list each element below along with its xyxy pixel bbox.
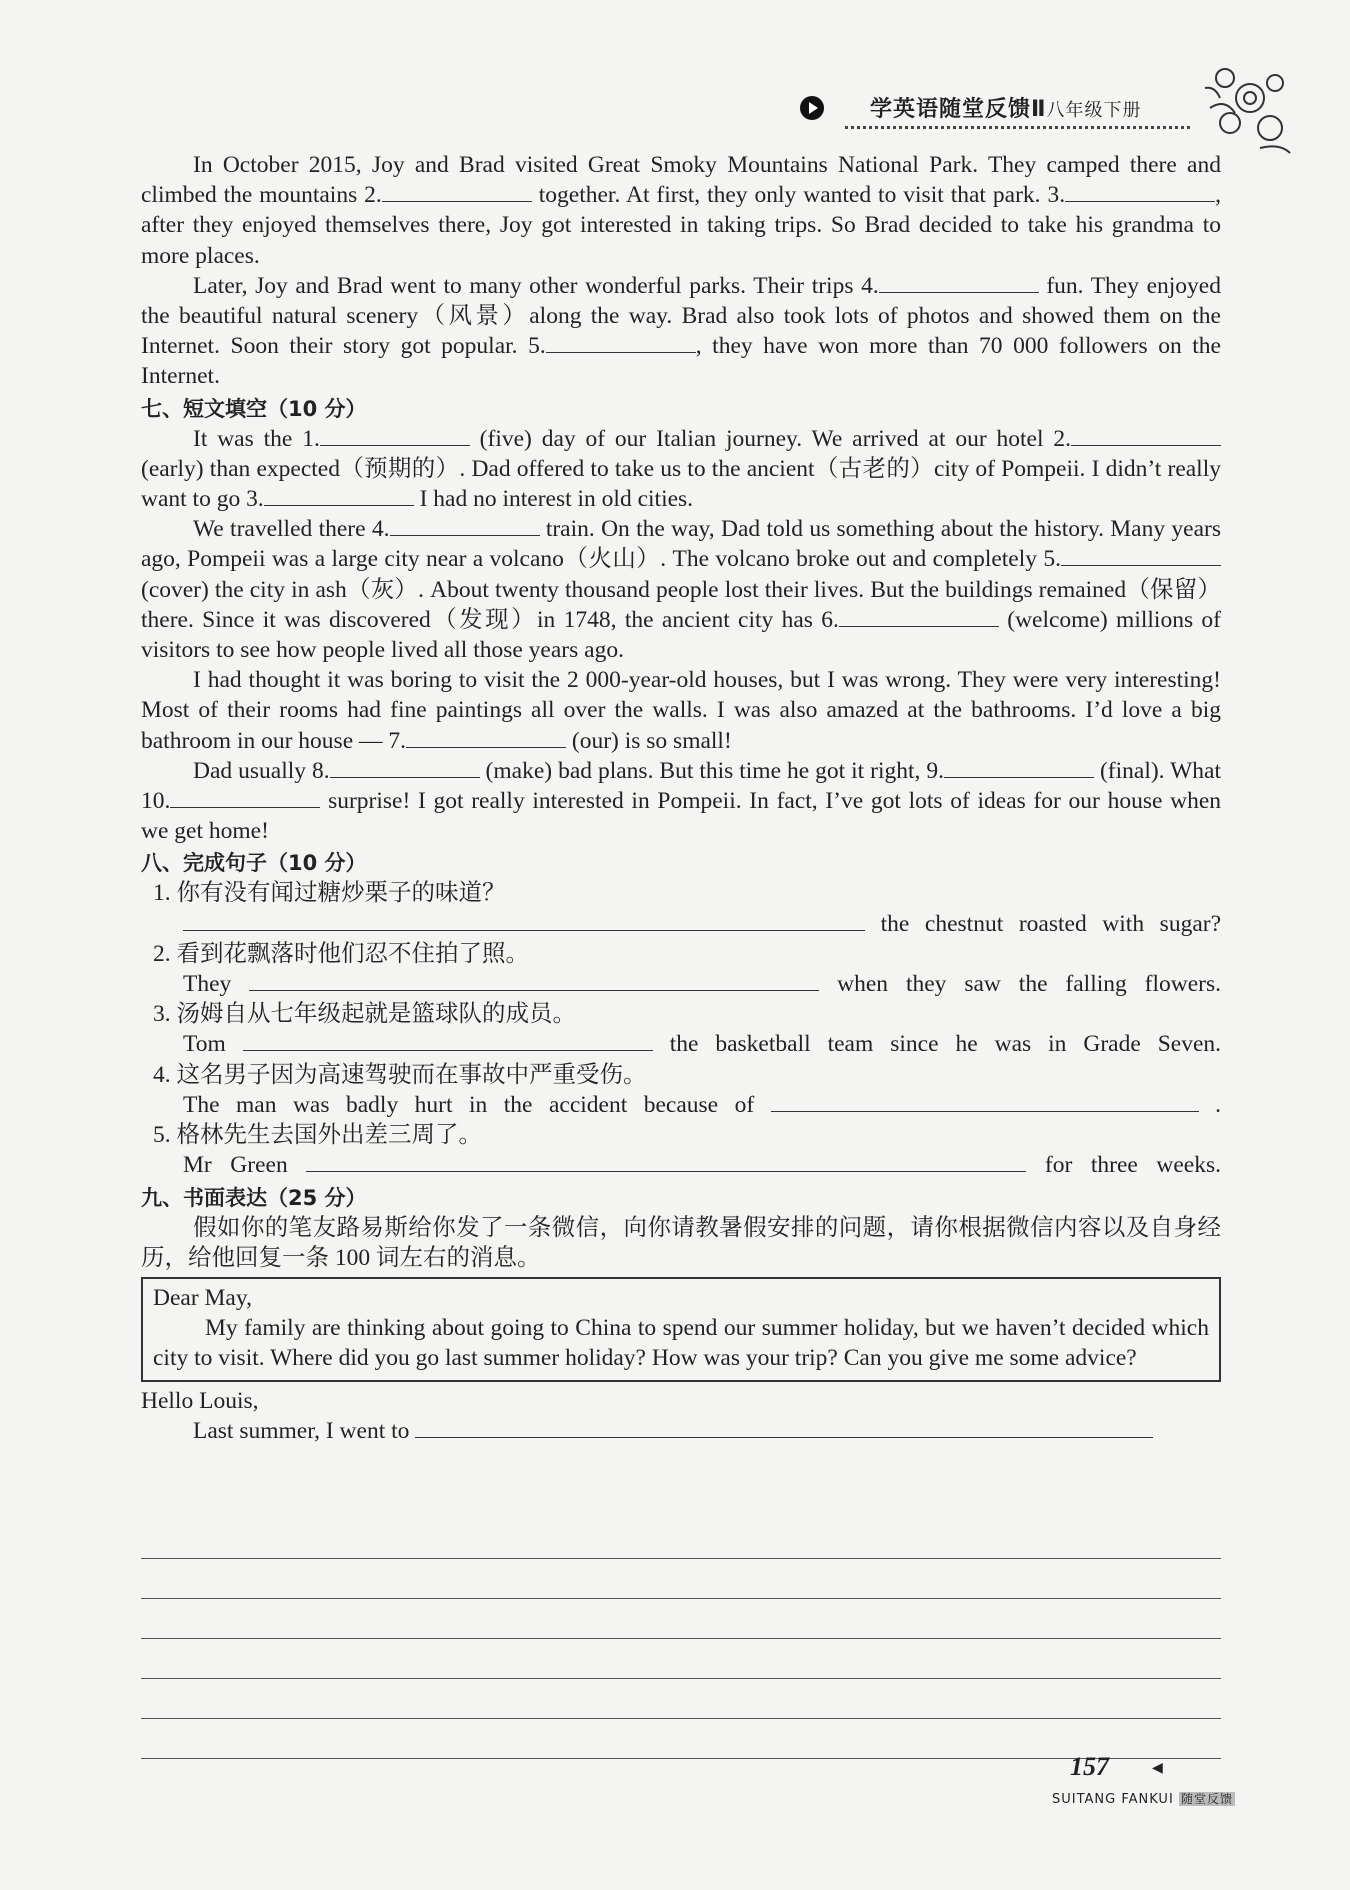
sentence-blank-5[interactable] [306,1171,1026,1172]
sentence-item-5 [141,1120,1221,1180]
passage1-paragraph1: In October 2015, Joy and Brad visited Great Smoky Mountains National Park. They camped there and climbed the mountains 2. together. At first, they only wanted to visit that park. 3. , after they enjoyed themselves there, Joy got interested in taking trips. So Brad decided to take his grandma to more places. [141,152,1221,269]
sentence-item-2 [141,939,1221,999]
wechat-message-box [141,1277,1221,1382]
section7-paragraph2: We travelled there 4. train. On the way, Dad told us something about the history. Many years ago, Pompeii was a large city near a volcano（火山）. The volcano broke out and completely 5. (cover) the city in ash（灰）. About twenty thousand people lost their lives. But the buildings remained（保留）there. Since it was discovered（发现）in 1748, the ancient city has 6. (welcome) millions of visitors to see how people lived all those years ago. [141,516,1222,664]
cloze-blank-9[interactable] [944,777,1094,778]
writing-line[interactable] [141,1639,1221,1679]
cloze-blank-3[interactable] [264,505,414,506]
footer-brand-cn: 随堂反馈 [1180,1792,1233,1806]
page-number: 157 [1070,1752,1109,1781]
sentence-blank-4[interactable] [771,1111,1199,1112]
letter-body: My family are thinking about going to China to spend our summer holiday, but we haven’t decided which city to visit. Where did you go last summer holiday? How was your trip? Can you give me some advice? [153,1315,1209,1372]
answer-blank-3[interactable] [1065,201,1215,202]
sentence-item-1 [141,878,1221,938]
answer-blank-4[interactable] [879,292,1039,293]
sentence-answer-line: They when they saw the falling flowers. [183,971,1222,998]
sentence-item-3 [141,999,1221,1059]
section9-heading: 九、书面表达（25 分） [141,1185,367,1210]
section7-paragraph4: Dad usually 8. (make) bad plans. But this time he got it right, 9. (final). What 10. surprise! I got really interested in Pompeii. In fact, I’ve got lots of ideas for our house when we get home! [141,757,1221,845]
writing-line[interactable] [141,1719,1221,1759]
answer-blank-5[interactable] [546,352,696,353]
letter-greeting: Dear May, [153,1284,252,1311]
writing-prompt: 假如你的笔友路易斯给你发了一条微信，向你请教暑假安排的问题，请你根据微信内容以及自身经历，给他回复一条 100 词左右的消息。 [141,1214,1221,1271]
header-dotted-rule [845,126,1190,129]
sentence-prompt: 2. 看到花飘落时他们忍不住拍了照。 [153,940,529,967]
sentence-answer-line: The man was badly hurt in the accident because of . [183,1091,1221,1118]
arrow-left-icon: ◀ [1152,1761,1163,1776]
sentence-answer-line: the chestnut roasted with sugar? [141,909,1221,939]
footer-brand: SUITANG FANKUI 随堂反馈 [1052,1792,1233,1807]
sentence-prompt: 1. 你有没有闻过糖炒栗子的味道？ [153,880,506,907]
cloze-blank-4[interactable] [390,535,540,536]
book-title: 学英语随堂反馈Ⅱ八年级下册 [870,97,1142,122]
play-icon [800,96,824,120]
writing-blank-first[interactable] [415,1437,1153,1438]
sentence-prompt: 3. 汤姆自从七年级起就是篮球队的成员。 [153,1001,576,1028]
writing-line[interactable] [141,1519,1221,1559]
sentence-prompt: 4. 这名男子因为高速驾驶而在事故中严重受伤。 [153,1061,647,1088]
reply-greeting: Hello Louis, [141,1387,259,1414]
writing-area[interactable] [141,1519,1221,1759]
sentence-prompt: 5. 格林先生去国外出差三周了。 [153,1122,482,1149]
sentence-answer-line: Mr Green for three weeks. [183,1152,1221,1179]
book-subtitle: 八年级下册 [1046,100,1142,121]
reply-first-line: Last summer, I went to [141,1416,1221,1446]
sentence-blank-3[interactable] [243,1050,653,1051]
writing-line[interactable] [141,1679,1221,1719]
cloze-blank-2[interactable] [1071,445,1221,446]
section7-paragraph3: I had thought it was boring to visit the 2 000-year-old houses, but I was wrong. They were very interesting! Most of their rooms had fine paintings all over the walls. I was also amazed at the bathrooms. I’d love a big bathroom in our house — 7. (our) is so small! [141,667,1221,754]
writing-line[interactable] [141,1559,1221,1599]
cloze-blank-7[interactable] [406,747,566,748]
section7-heading: 七、短文填空（10 分） [141,396,367,421]
cloze-blank-10[interactable] [170,807,320,808]
cloze-blank-1[interactable] [320,445,470,446]
worksheet-body [141,150,1221,1446]
cloze-blank-5[interactable] [1061,565,1221,566]
cloze-blank-6[interactable] [839,626,999,627]
sentence-answer-line: Tom the basketball team since he was in Grade Seven. [183,1031,1222,1058]
passage1-paragraph2: Later, Joy and Brad went to many other wonderful parks. Their trips 4. fun. They enjoyed the beautiful natural scenery（风景）along the way. Brad also took lots of photos and showed them on the Internet. Soon their story got popular. 5. , they have won more than 70 000 followers on the Internet. [141,272,1221,390]
sentence-blank-1[interactable] [183,930,865,931]
sentence-blank-2[interactable] [249,990,819,991]
section8-heading: 八、完成句子（10 分） [141,851,367,876]
section7-paragraph1: It was the 1. (five) day of our Italian journey. We arrived at our hotel 2. (early) than expected（预期的）. Dad offered to take us to the ancient（古老的）city of Pompeii. I didn’t really want to go 3. I had no interest in old cities. [141,425,1221,513]
sentence-item-4 [141,1060,1221,1120]
answer-blank-2[interactable] [382,201,532,202]
writing-line[interactable] [141,1599,1221,1639]
cloze-blank-8[interactable] [330,777,480,778]
